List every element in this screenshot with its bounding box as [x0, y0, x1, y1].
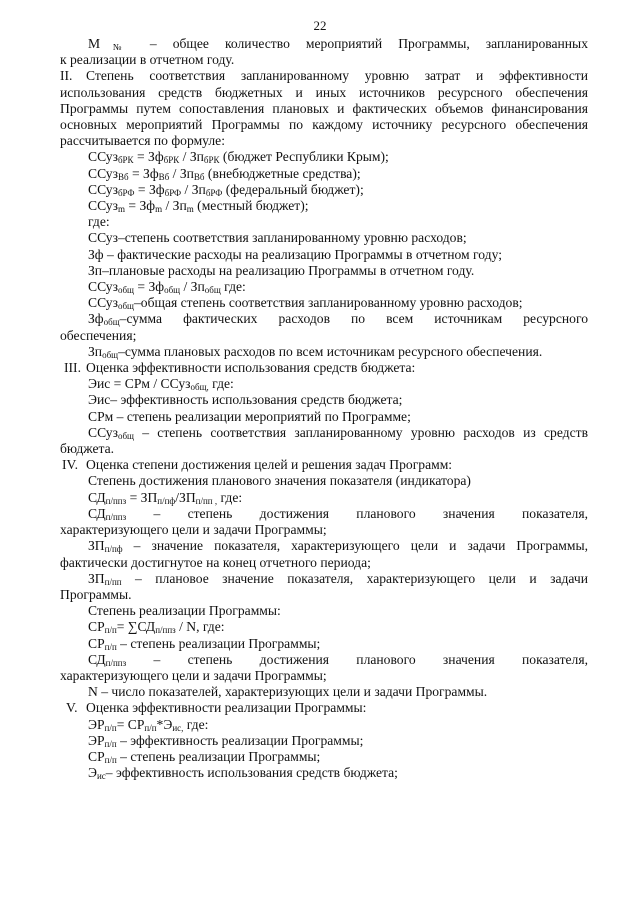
text-line: Программы путем сопоставления плановых и фактических объемов финансирования: [60, 100, 588, 116]
section-heading-3: III. Оценка эффективности использования средств бюджета:: [64, 360, 416, 376]
text-line: Степень достижения планового значения показателя (индикатора): [88, 473, 471, 489]
text-line: $Зп_{общ}$–сумма плановых расходов по всем источникам ресурсного обеспечения.: [88, 343, 543, 360]
formula-line: ССуз$_m$ = $Зф_m / Зп_m$ (местный бюджет);: [88, 198, 309, 215]
text-line: бюджета.: [60, 441, 115, 457]
text-line: Программы.: [60, 586, 132, 602]
text-line: $СР_{п/п}$ – степень реализации Программы;: [88, 748, 321, 765]
text-line: обеспечения;: [60, 327, 137, 343]
text-line: $М_№$ – общее количество мероприятий Программы, запланированных: [88, 36, 588, 52]
text-line: ССуз$_{общ}$ – степень соответствия запланированному уровню расходов из средств: [88, 424, 588, 441]
text-line: $Зф_{общ}$–сумма фактических расходов по всем источникам ресурсного: [88, 311, 588, 328]
text-line: фактически достигнутое на конец отчетного периода;: [60, 554, 371, 570]
formula-line: ССуз$_{общ}$ = $Зф_{общ} / Зп_{общ}$ где:: [88, 279, 246, 296]
formula-line: $СД_{п/ппз} = ЗП_{п/пф}/ЗП_{п/пп ,}$ где:: [88, 489, 243, 506]
text-line: характеризующего цели и задачи Программы;: [60, 522, 327, 538]
formula-line: $СР_{п/п}= \sum СД_{п/ппз} / N$, где:: [88, 619, 225, 636]
text-line: $СР_{п/п}$ – степень реализации Программы;: [88, 635, 321, 652]
section-heading-4: IV. Оценка степени достижения целей и решения задач Программ:: [62, 457, 453, 473]
text-line: $Э_{ис}-$ эффективность использования средств бюджета;: [88, 765, 398, 782]
text-line: ССуз$_{общ}$–общая степень соответствия запланированному уровню расходов;: [88, 295, 523, 312]
text-line: Степень реализации Программы:: [88, 603, 281, 619]
text-line: $СД_{п/ппз}$ – степень достижения планового значения показателя,: [88, 651, 588, 668]
section-heading-5: V. Оценка эффективности реализации Программы:: [66, 700, 367, 716]
text-line: где:: [88, 214, 110, 230]
text-line: N – число показателей, характеризующих цели и задачи Программы.: [88, 684, 488, 700]
text-line: Эис– эффективность использования средств бюджета;: [88, 392, 403, 408]
text-line: основных мероприятий Программы по каждому источнику ресурсного обеспечения: [60, 117, 588, 133]
text-line: ССуз–степень соответствия запланированному уровню расходов;: [88, 230, 467, 246]
text-line: к реализации в отчетном году.: [60, 52, 235, 68]
text-line: $СД_{п/ппз}$ – степень достижения планового значения показателя,: [88, 505, 588, 522]
text-line: Зп–плановые расходы на реализацию Программы в отчетном году.: [88, 262, 475, 278]
section-heading-2: II. Степень соответствия запланированному уровню затрат и эффективности: [60, 68, 588, 84]
formula-line: ССуз$_{Вб}$ = $Зф_{Вб} / Зп_{Вб}$ (внебюджетные средства);: [88, 165, 361, 182]
formula-line: ССуз$_{бРФ}$ = $Зф_{бРФ} / Зп_{бРФ}$ (федеральный бюджет);: [88, 181, 364, 198]
text-line: $ЗП_{п/пп}$ – плановое значение показателя, характеризующего цели и задачи: [88, 570, 588, 587]
formula-line: ССуз$_{бРК}$ = $Зф_{бРК} / Зп_{бРК}$ (бюджет Республики Крым);: [88, 149, 389, 166]
text-line: $ЗП_{п/пф}$ – значение показателя, характеризующего цели и задачи Программы,: [88, 538, 588, 555]
text-line: использования средств бюджетных и иных источников ресурсного обеспечения: [60, 84, 588, 100]
page-number: 22: [313, 18, 327, 33]
text-line: Зф – фактические расходы на реализацию Программы в отчетном году;: [88, 246, 502, 262]
text-line: СРм – степень реализации мероприятий по Программе;: [88, 408, 411, 424]
formula-line: Эис = СРм / ССуз$_{общ,}$ где:: [88, 376, 234, 393]
formula-line: $ЭР_{п/п}= СР_{п/п}*Э_{ис,}$ где:: [88, 716, 209, 733]
text-line: характеризующего цели и задачи Программы;: [60, 667, 327, 683]
text-line: рассчитывается по формуле:: [60, 133, 225, 149]
document-body: [60, 36, 588, 781]
text-line: $ЭР_{п/п}$ – эффективность реализации Программы;: [88, 732, 364, 749]
